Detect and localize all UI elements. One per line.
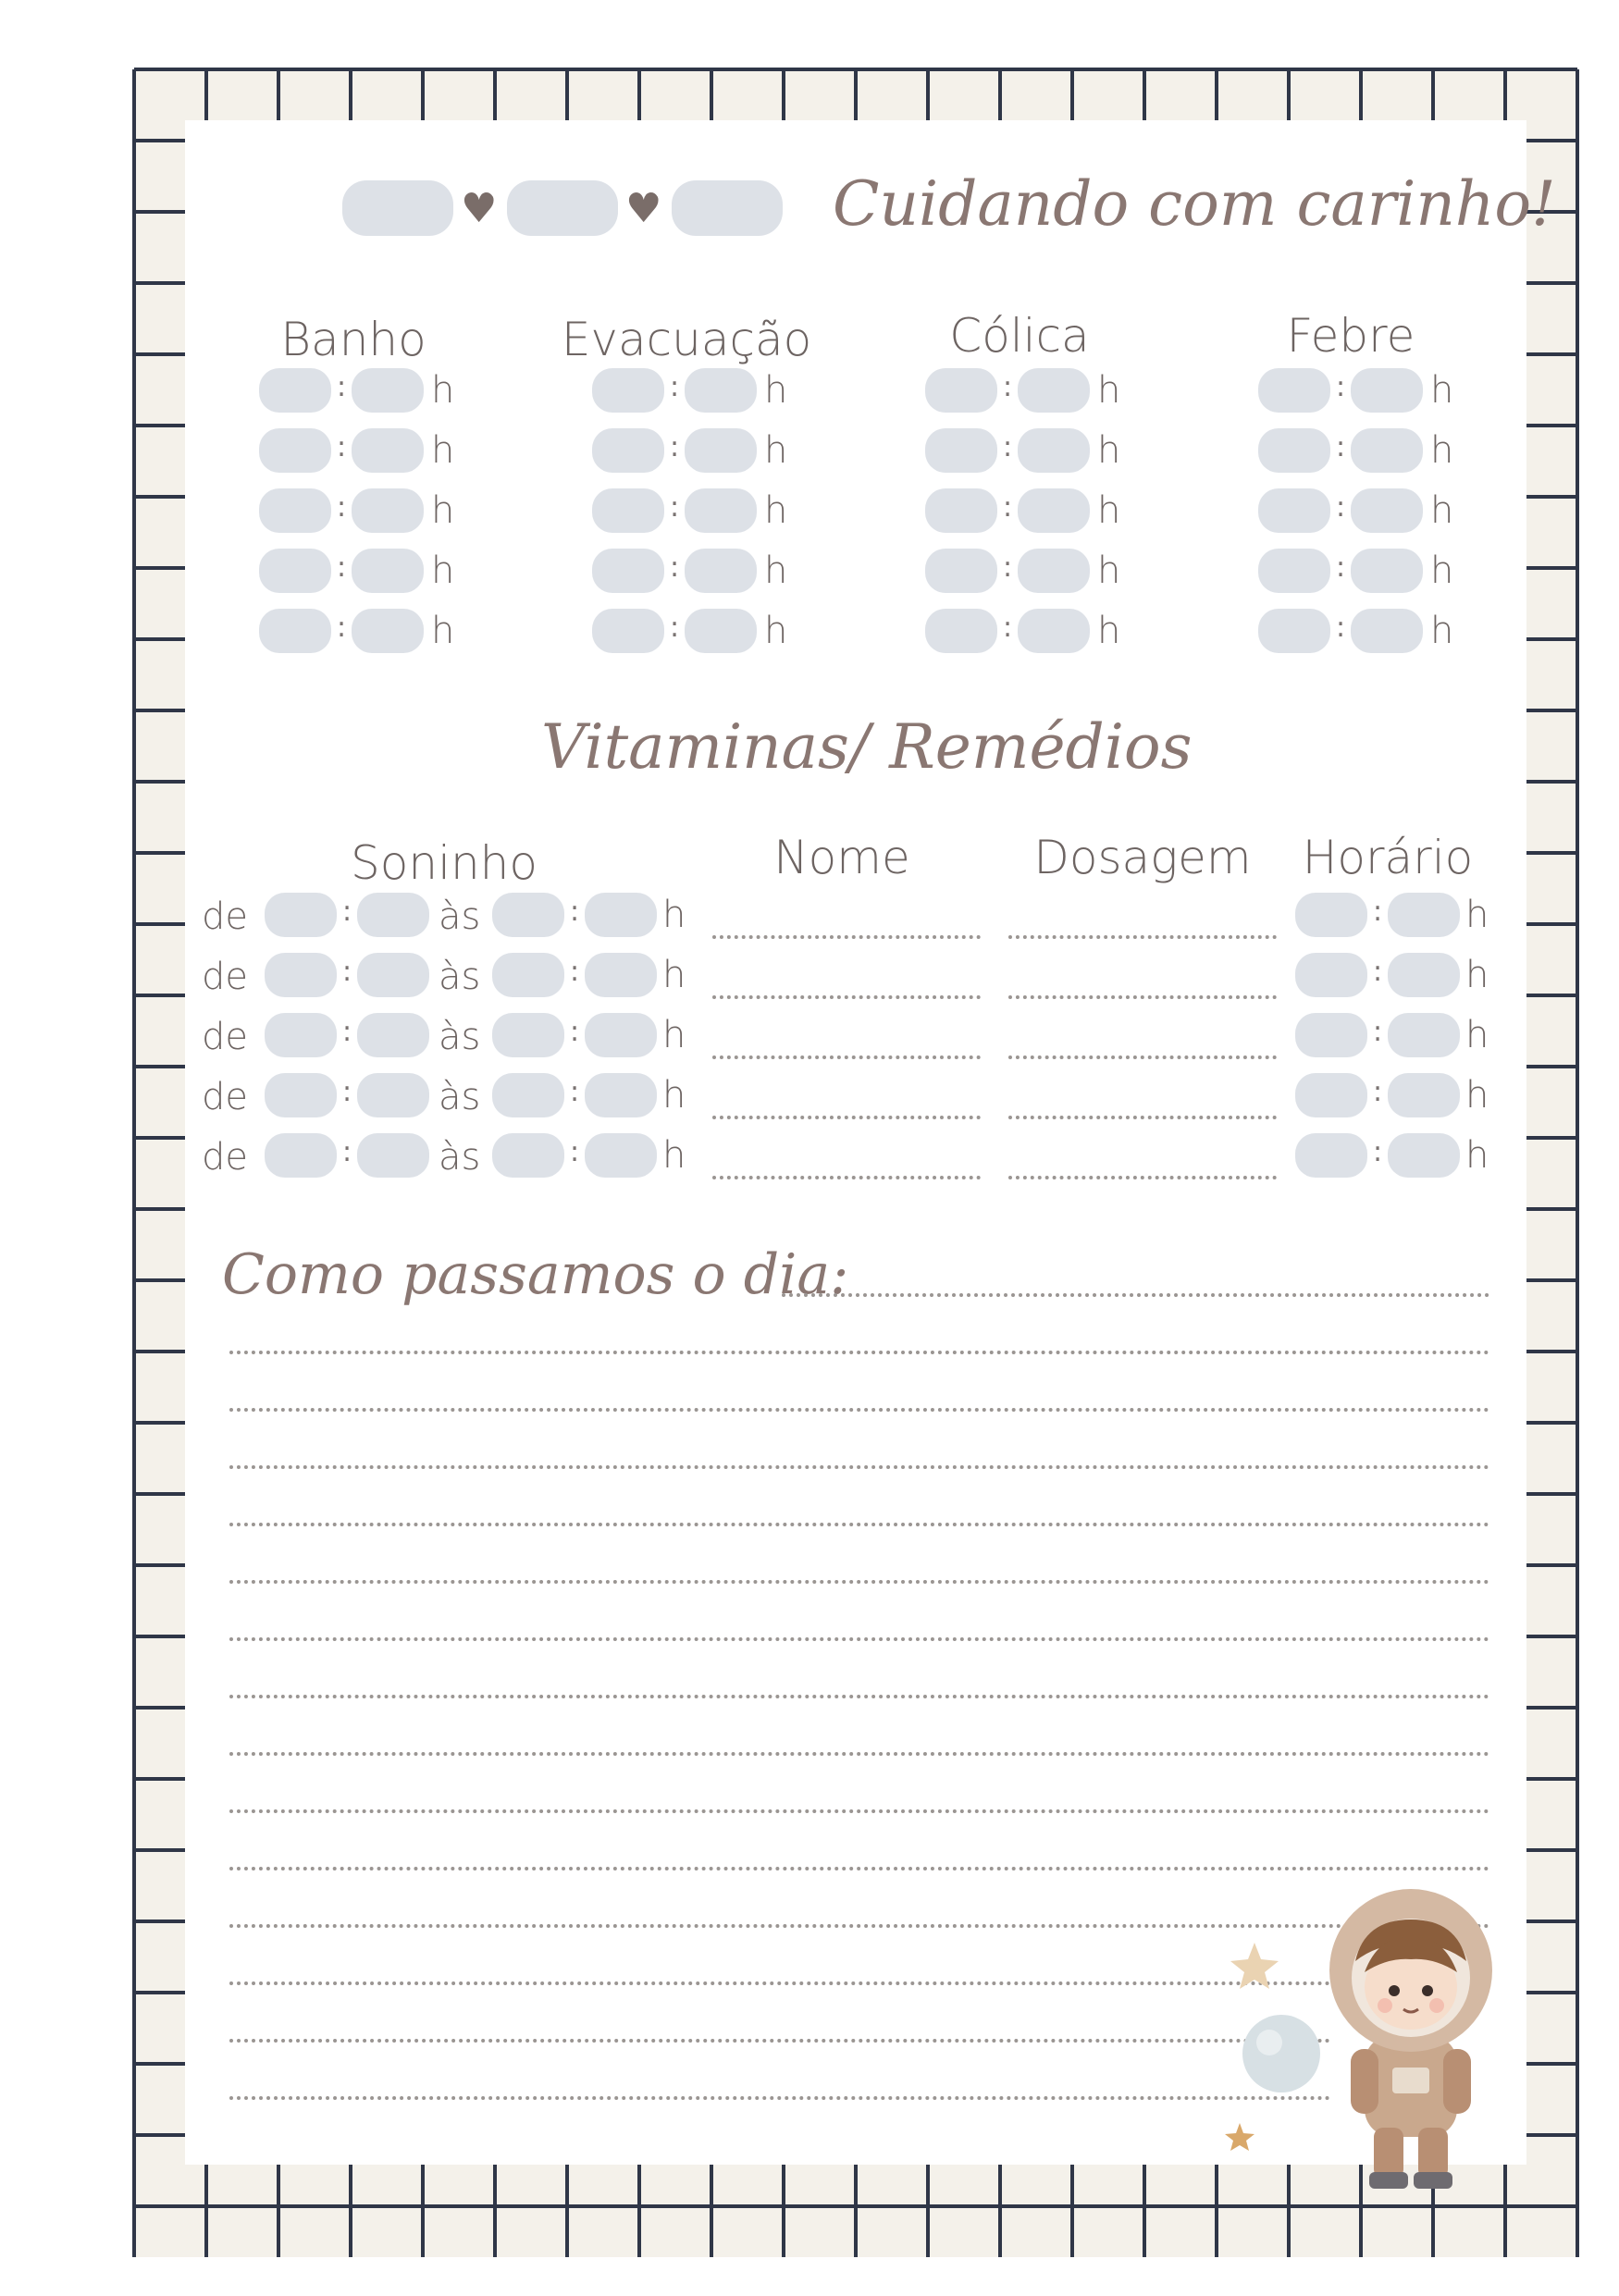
medicine-dose-line-3[interactable]	[1008, 1055, 1277, 1059]
day-notes-line-6[interactable]	[229, 1580, 1489, 1584]
hour-suffix: h	[662, 954, 686, 996]
tracker-evacuacao-hour-field-5[interactable]	[592, 609, 664, 653]
day-notes-line-2[interactable]	[229, 1351, 1489, 1354]
time-colon: :	[337, 371, 347, 403]
time-colon: :	[570, 956, 580, 988]
tracker-evacuacao-hour-field-2[interactable]	[592, 428, 664, 473]
tracker-banho-hour-field-5[interactable]	[259, 609, 331, 653]
name-header: Nome	[773, 831, 910, 884]
time-colon: :	[670, 551, 680, 584]
time-colon: :	[1003, 371, 1013, 403]
tracker-colica-hour-field-1[interactable]	[925, 368, 997, 413]
tracker-evacuacao-minute-field-5[interactable]	[685, 609, 757, 653]
time-colon: :	[570, 1076, 580, 1108]
tracker-colica-hour-field-4[interactable]	[925, 549, 997, 593]
time-header: Horário	[1302, 831, 1474, 884]
hour-suffix: h	[1465, 1134, 1489, 1177]
sleep-header: Soninho	[351, 836, 538, 890]
medicine-hour-field-5[interactable]	[1295, 1133, 1367, 1178]
column-header-banho: Banho	[280, 313, 426, 366]
time-colon: :	[1336, 491, 1346, 524]
hour-suffix: h	[1097, 429, 1121, 472]
sleep-end-minute-field-4[interactable]	[585, 1073, 657, 1117]
medicine-minute-field-2[interactable]	[1388, 953, 1460, 997]
day-notes-line-8[interactable]	[229, 1695, 1489, 1698]
day-notes-line-3[interactable]	[229, 1408, 1489, 1412]
sleep-start-hour-field-4[interactable]	[265, 1073, 337, 1117]
hour-suffix: h	[1430, 489, 1454, 532]
medicine-dose-line-1[interactable]	[1008, 935, 1277, 939]
sleep-start-hour-field-3[interactable]	[265, 1013, 337, 1057]
planet-icon	[1242, 2015, 1320, 2092]
sleep-from-label: de	[202, 956, 248, 998]
time-colon: :	[570, 1136, 580, 1168]
column-header-febre: Febre	[1286, 309, 1415, 363]
sleep-end-minute-field-1[interactable]	[585, 893, 657, 937]
medicine-name-line-4[interactable]	[712, 1116, 981, 1119]
star-icon	[1230, 1943, 1279, 1989]
tracker-febre-minute-field-4[interactable]	[1351, 549, 1423, 593]
tracker-febre-minute-field-5[interactable]	[1351, 609, 1423, 653]
time-colon: :	[670, 431, 680, 463]
sleep-from-label: de	[202, 1136, 248, 1179]
medicine-hour-field-1[interactable]	[1295, 893, 1367, 937]
medicine-name-line-3[interactable]	[712, 1055, 981, 1059]
sleep-start-minute-field-3[interactable]	[357, 1013, 429, 1057]
tracker-banho-minute-field-1[interactable]	[352, 368, 424, 413]
medicine-hour-field-4[interactable]	[1295, 1073, 1367, 1117]
astronaut-illustration	[1212, 1869, 1517, 2202]
time-colon: :	[1003, 611, 1013, 644]
hour-suffix: h	[431, 610, 455, 652]
time-colon: :	[1336, 611, 1346, 644]
sleep-end-minute-field-5[interactable]	[585, 1133, 657, 1178]
time-colon: :	[1373, 895, 1383, 928]
tracker-febre-hour-field-5[interactable]	[1258, 609, 1330, 653]
time-colon: :	[342, 956, 352, 988]
tracker-colica-hour-field-2[interactable]	[925, 428, 997, 473]
hour-suffix: h	[1097, 489, 1121, 532]
hour-suffix: h	[764, 429, 788, 472]
tracker-febre-hour-field-4[interactable]	[1258, 549, 1330, 593]
hour-suffix: h	[1097, 369, 1121, 412]
time-colon: :	[337, 431, 347, 463]
hour-suffix: h	[662, 1074, 686, 1117]
tracker-febre-minute-field-2[interactable]	[1351, 428, 1423, 473]
tracker-colica-minute-field-4[interactable]	[1018, 549, 1090, 593]
tracker-banho-hour-field-2[interactable]	[259, 428, 331, 473]
time-colon: :	[570, 895, 580, 928]
tracker-febre-hour-field-3[interactable]	[1258, 488, 1330, 533]
column-header-colica: Cólica	[949, 309, 1090, 363]
sleep-end-hour-field-2[interactable]	[492, 953, 564, 997]
day-notes-line-7[interactable]	[229, 1637, 1489, 1641]
dose-header: Dosagem	[1033, 831, 1252, 884]
small-star-icon	[1225, 2123, 1254, 2151]
tracker-febre-minute-field-1[interactable]	[1351, 368, 1423, 413]
sleep-start-minute-field-1[interactable]	[357, 893, 429, 937]
tracker-febre-hour-field-1[interactable]	[1258, 368, 1330, 413]
time-colon: :	[1373, 1136, 1383, 1168]
hour-suffix: h	[662, 1134, 686, 1177]
tracker-evacuacao-minute-field-1[interactable]	[685, 368, 757, 413]
tracker-febre-minute-field-3[interactable]	[1351, 488, 1423, 533]
tracker-colica-hour-field-5[interactable]	[925, 609, 997, 653]
day-notes-line-4[interactable]	[229, 1465, 1489, 1469]
sleep-start-minute-field-4[interactable]	[357, 1073, 429, 1117]
medicine-dose-line-2[interactable]	[1008, 995, 1277, 999]
tracker-colica-minute-field-5[interactable]	[1018, 609, 1090, 653]
tracker-banho-hour-field-1[interactable]	[259, 368, 331, 413]
medicine-name-line-2[interactable]	[712, 995, 981, 999]
sleep-end-hour-field-4[interactable]	[492, 1073, 564, 1117]
tracker-colica-hour-field-3[interactable]	[925, 488, 997, 533]
sleep-from-label: de	[202, 1076, 248, 1118]
medicine-minute-field-3[interactable]	[1388, 1013, 1460, 1057]
time-colon: :	[337, 491, 347, 524]
tracker-banho-minute-field-2[interactable]	[352, 428, 424, 473]
tracker-evacuacao-minute-field-2[interactable]	[685, 428, 757, 473]
hour-suffix: h	[431, 369, 455, 412]
tracker-evacuacao-hour-field-3[interactable]	[592, 488, 664, 533]
heart-separator-1: ♥	[461, 185, 498, 232]
day-notes-title: Como passamos o dia:	[222, 1242, 849, 1307]
time-colon: :	[1336, 371, 1346, 403]
day-notes-line-15[interactable]	[229, 2096, 1330, 2100]
time-colon: :	[1336, 431, 1346, 463]
time-colon: :	[570, 1016, 580, 1048]
sleep-to-label: às	[439, 1076, 481, 1118]
hour-suffix: h	[1465, 894, 1489, 936]
day-notes-line-14[interactable]	[229, 2039, 1330, 2043]
medicine-name-line-5[interactable]	[712, 1176, 981, 1179]
date-month-field[interactable]	[507, 180, 618, 236]
tracker-colica-minute-field-3[interactable]	[1018, 488, 1090, 533]
sleep-end-hour-field-3[interactable]	[492, 1013, 564, 1057]
hour-suffix: h	[764, 369, 788, 412]
hour-suffix: h	[1465, 954, 1489, 996]
hour-suffix: h	[662, 1014, 686, 1056]
tracker-banho-minute-field-4[interactable]	[352, 549, 424, 593]
day-notes-line-13[interactable]	[229, 1981, 1330, 1985]
hour-suffix: h	[431, 489, 455, 532]
hour-suffix: h	[1465, 1074, 1489, 1117]
sleep-start-hour-field-5[interactable]	[265, 1133, 337, 1178]
tracker-febre-hour-field-2[interactable]	[1258, 428, 1330, 473]
hour-suffix: h	[764, 549, 788, 592]
tracker-banho-minute-field-3[interactable]	[352, 488, 424, 533]
medicine-name-line-1[interactable]	[712, 935, 981, 939]
time-colon: :	[342, 1136, 352, 1168]
sleep-to-label: às	[439, 1016, 481, 1058]
day-notes-line-5[interactable]	[229, 1523, 1489, 1526]
sleep-from-label: de	[202, 895, 248, 938]
hour-suffix: h	[1430, 610, 1454, 652]
time-colon: :	[1336, 551, 1346, 584]
time-colon: :	[342, 1016, 352, 1048]
sleep-start-minute-field-2[interactable]	[357, 953, 429, 997]
medicine-minute-field-1[interactable]	[1388, 893, 1460, 937]
vitamins-title: Vitaminas/ Remédios	[541, 711, 1193, 783]
hour-suffix: h	[1430, 429, 1454, 472]
sleep-to-label: às	[439, 895, 481, 938]
hour-suffix: h	[662, 894, 686, 936]
day-notes-line-9[interactable]	[229, 1752, 1489, 1756]
medicine-hour-field-2[interactable]	[1295, 953, 1367, 997]
sleep-end-minute-field-3[interactable]	[585, 1013, 657, 1057]
tracker-colica-minute-field-2[interactable]	[1018, 428, 1090, 473]
sleep-to-label: às	[439, 956, 481, 998]
hour-suffix: h	[764, 610, 788, 652]
time-colon: :	[1373, 956, 1383, 988]
day-notes-line-10[interactable]	[229, 1809, 1489, 1813]
column-header-evacuacao: Evacuação	[561, 313, 812, 366]
hour-suffix: h	[1430, 549, 1454, 592]
day-notes-line-1[interactable]	[782, 1293, 1489, 1297]
sleep-start-hour-field-2[interactable]	[265, 953, 337, 997]
time-colon: :	[1003, 551, 1013, 584]
hour-suffix: h	[431, 429, 455, 472]
hour-suffix: h	[1097, 610, 1121, 652]
time-colon: :	[342, 1076, 352, 1108]
date-year-field[interactable]	[672, 180, 783, 236]
hour-suffix: h	[1430, 369, 1454, 412]
tracker-evacuacao-minute-field-3[interactable]	[685, 488, 757, 533]
time-colon: :	[1003, 431, 1013, 463]
medicine-minute-field-5[interactable]	[1388, 1133, 1460, 1178]
sleep-to-label: às	[439, 1136, 481, 1179]
sleep-end-minute-field-2[interactable]	[585, 953, 657, 997]
heart-separator-2: ♥	[625, 185, 662, 232]
tracker-banho-hour-field-4[interactable]	[259, 549, 331, 593]
sleep-end-hour-field-5[interactable]	[492, 1133, 564, 1178]
sleep-end-hour-field-1[interactable]	[492, 893, 564, 937]
tracker-evacuacao-hour-field-4[interactable]	[592, 549, 664, 593]
date-day-field[interactable]	[342, 180, 453, 236]
tracker-colica-minute-field-1[interactable]	[1018, 368, 1090, 413]
time-colon: :	[342, 895, 352, 928]
medicine-hour-field-3[interactable]	[1295, 1013, 1367, 1057]
tracker-evacuacao-hour-field-1[interactable]	[592, 368, 664, 413]
sleep-from-label: de	[202, 1016, 248, 1058]
hour-suffix: h	[1465, 1014, 1489, 1056]
time-colon: :	[670, 611, 680, 644]
sleep-start-minute-field-5[interactable]	[357, 1133, 429, 1178]
medicine-dose-line-5[interactable]	[1008, 1176, 1277, 1179]
tracker-banho-hour-field-3[interactable]	[259, 488, 331, 533]
time-colon: :	[670, 371, 680, 403]
time-colon: :	[1373, 1076, 1383, 1108]
sleep-start-hour-field-1[interactable]	[265, 893, 337, 937]
tracker-banho-minute-field-5[interactable]	[352, 609, 424, 653]
page-title: Cuidando com carinho!	[833, 168, 1556, 240]
hour-suffix: h	[764, 489, 788, 532]
tracker-evacuacao-minute-field-4[interactable]	[685, 549, 757, 593]
medicine-minute-field-4[interactable]	[1388, 1073, 1460, 1117]
time-colon: :	[337, 611, 347, 644]
hour-suffix: h	[431, 549, 455, 592]
hour-suffix: h	[1097, 549, 1121, 592]
time-colon: :	[337, 551, 347, 584]
time-colon: :	[1373, 1016, 1383, 1048]
medicine-dose-line-4[interactable]	[1008, 1116, 1277, 1119]
time-colon: :	[670, 491, 680, 524]
time-colon: :	[1003, 491, 1013, 524]
